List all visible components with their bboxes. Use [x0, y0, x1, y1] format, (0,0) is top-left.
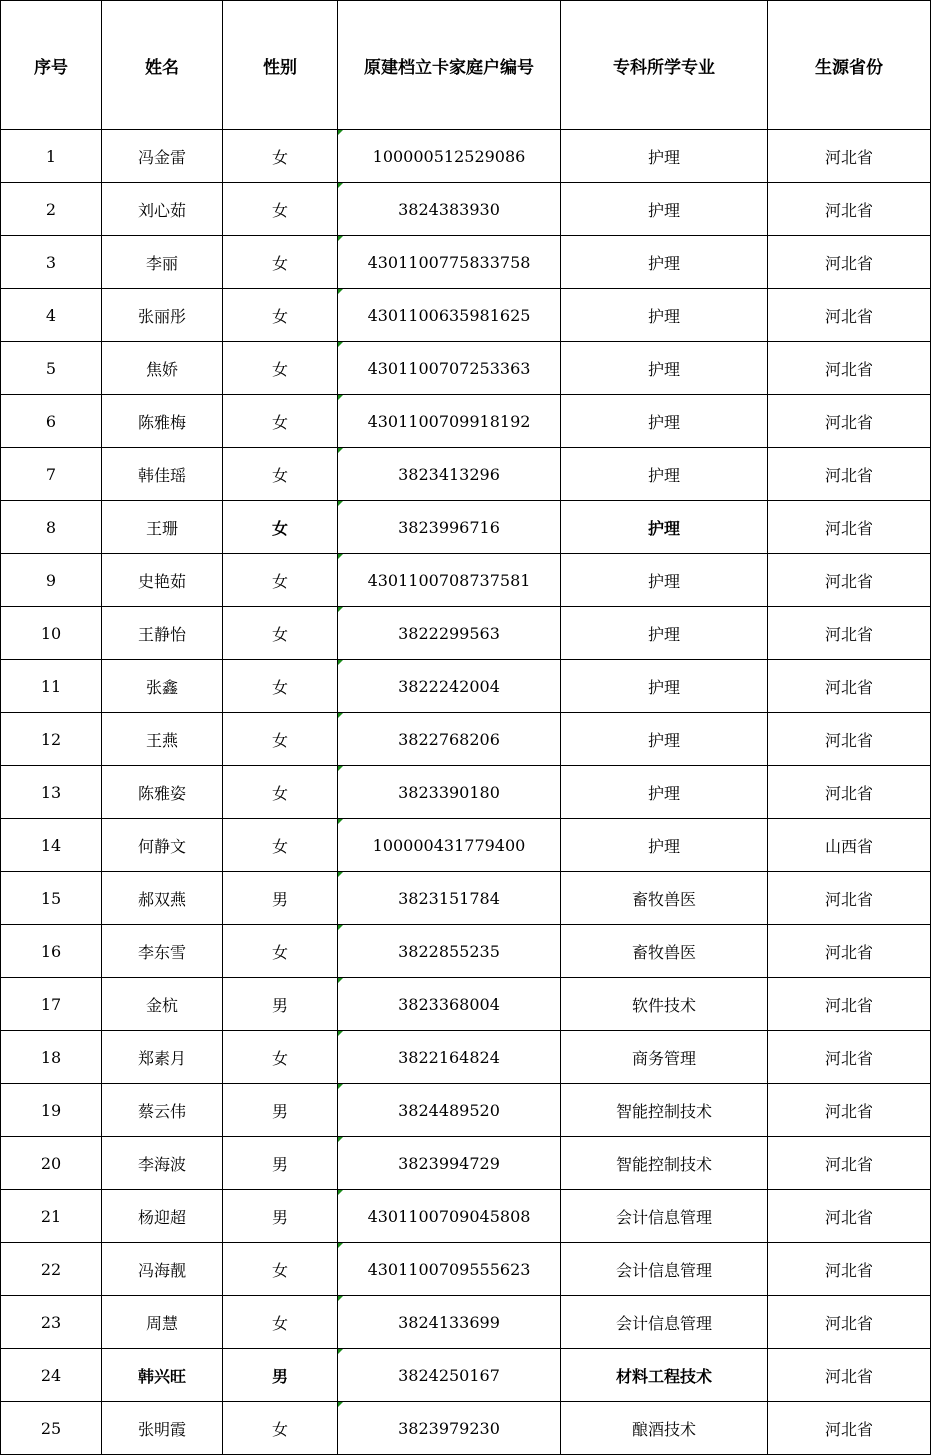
household-id-text: 4301100708737581 [367, 570, 531, 590]
household-id-text: 3823994729 [398, 1153, 500, 1173]
text-number-flag-icon [338, 395, 343, 400]
cell-name: 王珊 [102, 501, 223, 554]
header-major: 专科所学专业 [561, 1, 768, 130]
cell-province: 河北省 [768, 1349, 931, 1402]
cell-serial-number: 21 [1, 1190, 102, 1243]
cell-major: 护理 [561, 183, 768, 236]
header-gender: 性别 [223, 1, 338, 130]
text-number-flag-icon [338, 1190, 343, 1195]
cell-major: 护理 [561, 713, 768, 766]
header-serial-number: 序号 [1, 1, 102, 130]
cell-serial-number: 19 [1, 1084, 102, 1137]
cell-serial-number: 17 [1, 978, 102, 1031]
cell-name: 郝双燕 [102, 872, 223, 925]
table-row [1, 925, 931, 978]
household-id-text: 3822855235 [398, 941, 500, 961]
cell-gender: 女 [223, 1031, 338, 1084]
household-id-text: 3823368004 [398, 994, 500, 1014]
cell-household-id [338, 607, 561, 660]
cell-major: 会计信息管理 [561, 1296, 768, 1349]
table-row [1, 1349, 931, 1402]
text-number-flag-icon [338, 342, 343, 347]
cell-province: 河北省 [768, 766, 931, 819]
household-id-text: 3824250167 [398, 1365, 500, 1385]
cell-serial-number: 16 [1, 925, 102, 978]
cell-household-id [338, 978, 561, 1031]
cell-gender: 男 [223, 978, 338, 1031]
cell-gender: 女 [223, 1296, 338, 1349]
table-row [1, 872, 931, 925]
cell-province: 河北省 [768, 1137, 931, 1190]
cell-household-id [338, 554, 561, 607]
cell-household-id [338, 925, 561, 978]
header-row [1, 1, 931, 130]
cell-gender: 女 [223, 1243, 338, 1296]
cell-household-id [338, 1402, 561, 1455]
cell-serial-number: 24 [1, 1349, 102, 1402]
cell-major: 护理 [561, 448, 768, 501]
cell-name: 陈雅姿 [102, 766, 223, 819]
cell-major: 护理 [561, 819, 768, 872]
cell-major: 软件技术 [561, 978, 768, 1031]
cell-province: 河北省 [768, 713, 931, 766]
cell-household-id [338, 501, 561, 554]
household-id-text: 3823151784 [398, 888, 500, 908]
table-row [1, 501, 931, 554]
table-row [1, 395, 931, 448]
household-id-text: 4301100709045808 [367, 1206, 531, 1226]
cell-serial-number: 9 [1, 554, 102, 607]
cell-name: 张明霞 [102, 1402, 223, 1455]
cell-name: 冯金雷 [102, 130, 223, 183]
cell-serial-number: 13 [1, 766, 102, 819]
cell-province: 河北省 [768, 660, 931, 713]
cell-province: 河北省 [768, 1296, 931, 1349]
table-row [1, 1243, 931, 1296]
cell-gender: 女 [223, 1402, 338, 1455]
cell-name: 何静文 [102, 819, 223, 872]
household-id-text: 3823979230 [398, 1418, 500, 1438]
table-row [1, 289, 931, 342]
household-id-text: 3823413296 [398, 464, 500, 484]
cell-household-id [338, 236, 561, 289]
header-name: 姓名 [102, 1, 223, 130]
cell-name: 王静怡 [102, 607, 223, 660]
text-number-flag-icon [338, 925, 343, 930]
household-id-text: 3822242004 [398, 676, 500, 696]
cell-gender: 女 [223, 713, 338, 766]
table-row [1, 236, 931, 289]
cell-name: 王燕 [102, 713, 223, 766]
text-number-flag-icon [338, 236, 343, 241]
cell-major: 护理 [561, 607, 768, 660]
cell-gender: 女 [223, 236, 338, 289]
table-row [1, 342, 931, 395]
cell-province: 河北省 [768, 1243, 931, 1296]
cell-name: 金杭 [102, 978, 223, 1031]
cell-serial-number: 20 [1, 1137, 102, 1190]
cell-gender: 女 [223, 925, 338, 978]
household-id-text: 3822768206 [398, 729, 500, 749]
cell-province: 河北省 [768, 395, 931, 448]
cell-name: 周慧 [102, 1296, 223, 1349]
cell-name: 史艳茹 [102, 554, 223, 607]
cell-household-id [338, 448, 561, 501]
text-number-flag-icon [338, 1031, 343, 1036]
table-row [1, 713, 931, 766]
cell-name: 李东雪 [102, 925, 223, 978]
cell-province: 河北省 [768, 1084, 931, 1137]
cell-province: 河北省 [768, 978, 931, 1031]
cell-major: 会计信息管理 [561, 1243, 768, 1296]
cell-name: 韩佳瑶 [102, 448, 223, 501]
cell-household-id [338, 1243, 561, 1296]
cell-household-id [338, 766, 561, 819]
cell-gender: 男 [223, 1349, 338, 1402]
cell-name: 李丽 [102, 236, 223, 289]
household-id-text: 3824489520 [398, 1100, 500, 1120]
cell-province: 河北省 [768, 607, 931, 660]
cell-major: 商务管理 [561, 1031, 768, 1084]
text-number-flag-icon [338, 130, 343, 135]
cell-name: 韩兴旺 [102, 1349, 223, 1402]
text-number-flag-icon [338, 1349, 343, 1354]
header-household-id: 原建档立卡家庭户编号 [338, 1, 561, 130]
text-number-flag-icon [338, 607, 343, 612]
household-id-text: 100000512529086 [372, 146, 526, 166]
cell-name: 蔡云伟 [102, 1084, 223, 1137]
text-number-flag-icon [338, 289, 343, 294]
cell-province: 河北省 [768, 448, 931, 501]
cell-province: 山西省 [768, 819, 931, 872]
cell-household-id [338, 1137, 561, 1190]
household-id-text: 3822299563 [398, 623, 500, 643]
table-row [1, 978, 931, 1031]
cell-name: 张鑫 [102, 660, 223, 713]
text-number-flag-icon [338, 554, 343, 559]
cell-serial-number: 11 [1, 660, 102, 713]
cell-name: 陈雅梅 [102, 395, 223, 448]
cell-name: 杨迎超 [102, 1190, 223, 1243]
table-body [1, 130, 931, 1455]
text-number-flag-icon [338, 1084, 343, 1089]
text-number-flag-icon [338, 978, 343, 983]
cell-gender: 女 [223, 607, 338, 660]
cell-serial-number: 14 [1, 819, 102, 872]
household-id-text: 4301100709918192 [367, 411, 531, 431]
cell-gender: 女 [223, 554, 338, 607]
text-number-flag-icon [338, 448, 343, 453]
cell-province: 河北省 [768, 1190, 931, 1243]
cell-province: 河北省 [768, 554, 931, 607]
cell-household-id [338, 872, 561, 925]
cell-major: 会计信息管理 [561, 1190, 768, 1243]
cell-major: 畜牧兽医 [561, 925, 768, 978]
cell-gender: 女 [223, 130, 338, 183]
cell-household-id [338, 183, 561, 236]
cell-serial-number: 8 [1, 501, 102, 554]
text-number-flag-icon [338, 819, 343, 824]
cell-province: 河北省 [768, 183, 931, 236]
cell-serial-number: 7 [1, 448, 102, 501]
text-number-flag-icon [338, 1243, 343, 1248]
cell-gender: 女 [223, 342, 338, 395]
cell-serial-number: 18 [1, 1031, 102, 1084]
cell-name: 郑素月 [102, 1031, 223, 1084]
cell-province: 河北省 [768, 342, 931, 395]
cell-gender: 男 [223, 872, 338, 925]
text-number-flag-icon [338, 766, 343, 771]
cell-major: 护理 [561, 554, 768, 607]
text-number-flag-icon [338, 501, 343, 506]
cell-serial-number: 1 [1, 130, 102, 183]
table-row [1, 1084, 931, 1137]
table-row [1, 554, 931, 607]
household-id-text: 4301100635981625 [367, 305, 531, 325]
cell-gender: 男 [223, 1137, 338, 1190]
table-row [1, 819, 931, 872]
text-number-flag-icon [338, 713, 343, 718]
table-row [1, 1031, 931, 1084]
cell-gender: 女 [223, 501, 338, 554]
cell-name: 刘心茹 [102, 183, 223, 236]
header-province: 生源省份 [768, 1, 931, 130]
cell-gender: 女 [223, 766, 338, 819]
household-id-text: 4301100709555623 [367, 1259, 531, 1279]
table-row [1, 448, 931, 501]
cell-gender: 男 [223, 1084, 338, 1137]
cell-province: 河北省 [768, 872, 931, 925]
cell-major: 智能控制技术 [561, 1137, 768, 1190]
cell-household-id [338, 819, 561, 872]
cell-serial-number: 25 [1, 1402, 102, 1455]
cell-province: 河北省 [768, 925, 931, 978]
cell-major: 护理 [561, 130, 768, 183]
cell-major: 酿酒技术 [561, 1402, 768, 1455]
cell-gender: 男 [223, 1190, 338, 1243]
cell-major: 护理 [561, 289, 768, 342]
cell-serial-number: 10 [1, 607, 102, 660]
cell-household-id [338, 289, 561, 342]
cell-serial-number: 23 [1, 1296, 102, 1349]
cell-name: 冯海靓 [102, 1243, 223, 1296]
cell-serial-number: 4 [1, 289, 102, 342]
cell-household-id [338, 130, 561, 183]
table-row [1, 1137, 931, 1190]
cell-province: 河北省 [768, 289, 931, 342]
household-id-text: 3824133699 [398, 1312, 500, 1332]
cell-gender: 女 [223, 448, 338, 501]
household-id-text: 4301100775833758 [367, 252, 531, 272]
cell-gender: 女 [223, 183, 338, 236]
cell-household-id [338, 660, 561, 713]
cell-household-id [338, 713, 561, 766]
cell-province: 河北省 [768, 1402, 931, 1455]
cell-serial-number: 22 [1, 1243, 102, 1296]
cell-province: 河北省 [768, 236, 931, 289]
cell-major: 护理 [561, 501, 768, 554]
cell-major: 护理 [561, 342, 768, 395]
cell-household-id [338, 1349, 561, 1402]
household-id-text: 4301100707253363 [367, 358, 531, 378]
cell-province: 河北省 [768, 1031, 931, 1084]
cell-household-id [338, 1031, 561, 1084]
cell-major: 护理 [561, 395, 768, 448]
cell-serial-number: 2 [1, 183, 102, 236]
table-row [1, 1296, 931, 1349]
cell-household-id [338, 1084, 561, 1137]
cell-gender: 女 [223, 395, 338, 448]
cell-gender: 女 [223, 660, 338, 713]
cell-major: 护理 [561, 660, 768, 713]
cell-major: 材料工程技术 [561, 1349, 768, 1402]
text-number-flag-icon [338, 1137, 343, 1142]
cell-serial-number: 15 [1, 872, 102, 925]
text-number-flag-icon [338, 872, 343, 877]
cell-name: 张丽彤 [102, 289, 223, 342]
cell-household-id [338, 395, 561, 448]
table-row [1, 1402, 931, 1455]
table-row [1, 607, 931, 660]
cell-major: 护理 [561, 236, 768, 289]
text-number-flag-icon [338, 660, 343, 665]
household-id-text: 3823996716 [398, 517, 500, 537]
household-id-text: 100000431779400 [372, 835, 526, 855]
cell-major: 畜牧兽医 [561, 872, 768, 925]
cell-name: 焦娇 [102, 342, 223, 395]
table-row [1, 766, 931, 819]
cell-serial-number: 3 [1, 236, 102, 289]
cell-serial-number: 5 [1, 342, 102, 395]
text-number-flag-icon [338, 183, 343, 188]
household-id-text: 3823390180 [398, 782, 500, 802]
cell-gender: 女 [223, 819, 338, 872]
text-number-flag-icon [338, 1296, 343, 1301]
cell-gender: 女 [223, 289, 338, 342]
cell-serial-number: 12 [1, 713, 102, 766]
cell-major: 护理 [561, 766, 768, 819]
cell-province: 河北省 [768, 130, 931, 183]
table-row [1, 183, 931, 236]
cell-major: 智能控制技术 [561, 1084, 768, 1137]
cell-household-id [338, 1190, 561, 1243]
table-row [1, 1190, 931, 1243]
household-id-text: 3822164824 [398, 1047, 500, 1067]
cell-serial-number: 6 [1, 395, 102, 448]
cell-household-id [338, 1296, 561, 1349]
table-row [1, 130, 931, 183]
cell-province: 河北省 [768, 501, 931, 554]
household-id-text: 3824383930 [398, 199, 500, 219]
table-row [1, 660, 931, 713]
cell-name: 李海波 [102, 1137, 223, 1190]
text-number-flag-icon [338, 1402, 343, 1407]
cell-household-id [338, 342, 561, 395]
